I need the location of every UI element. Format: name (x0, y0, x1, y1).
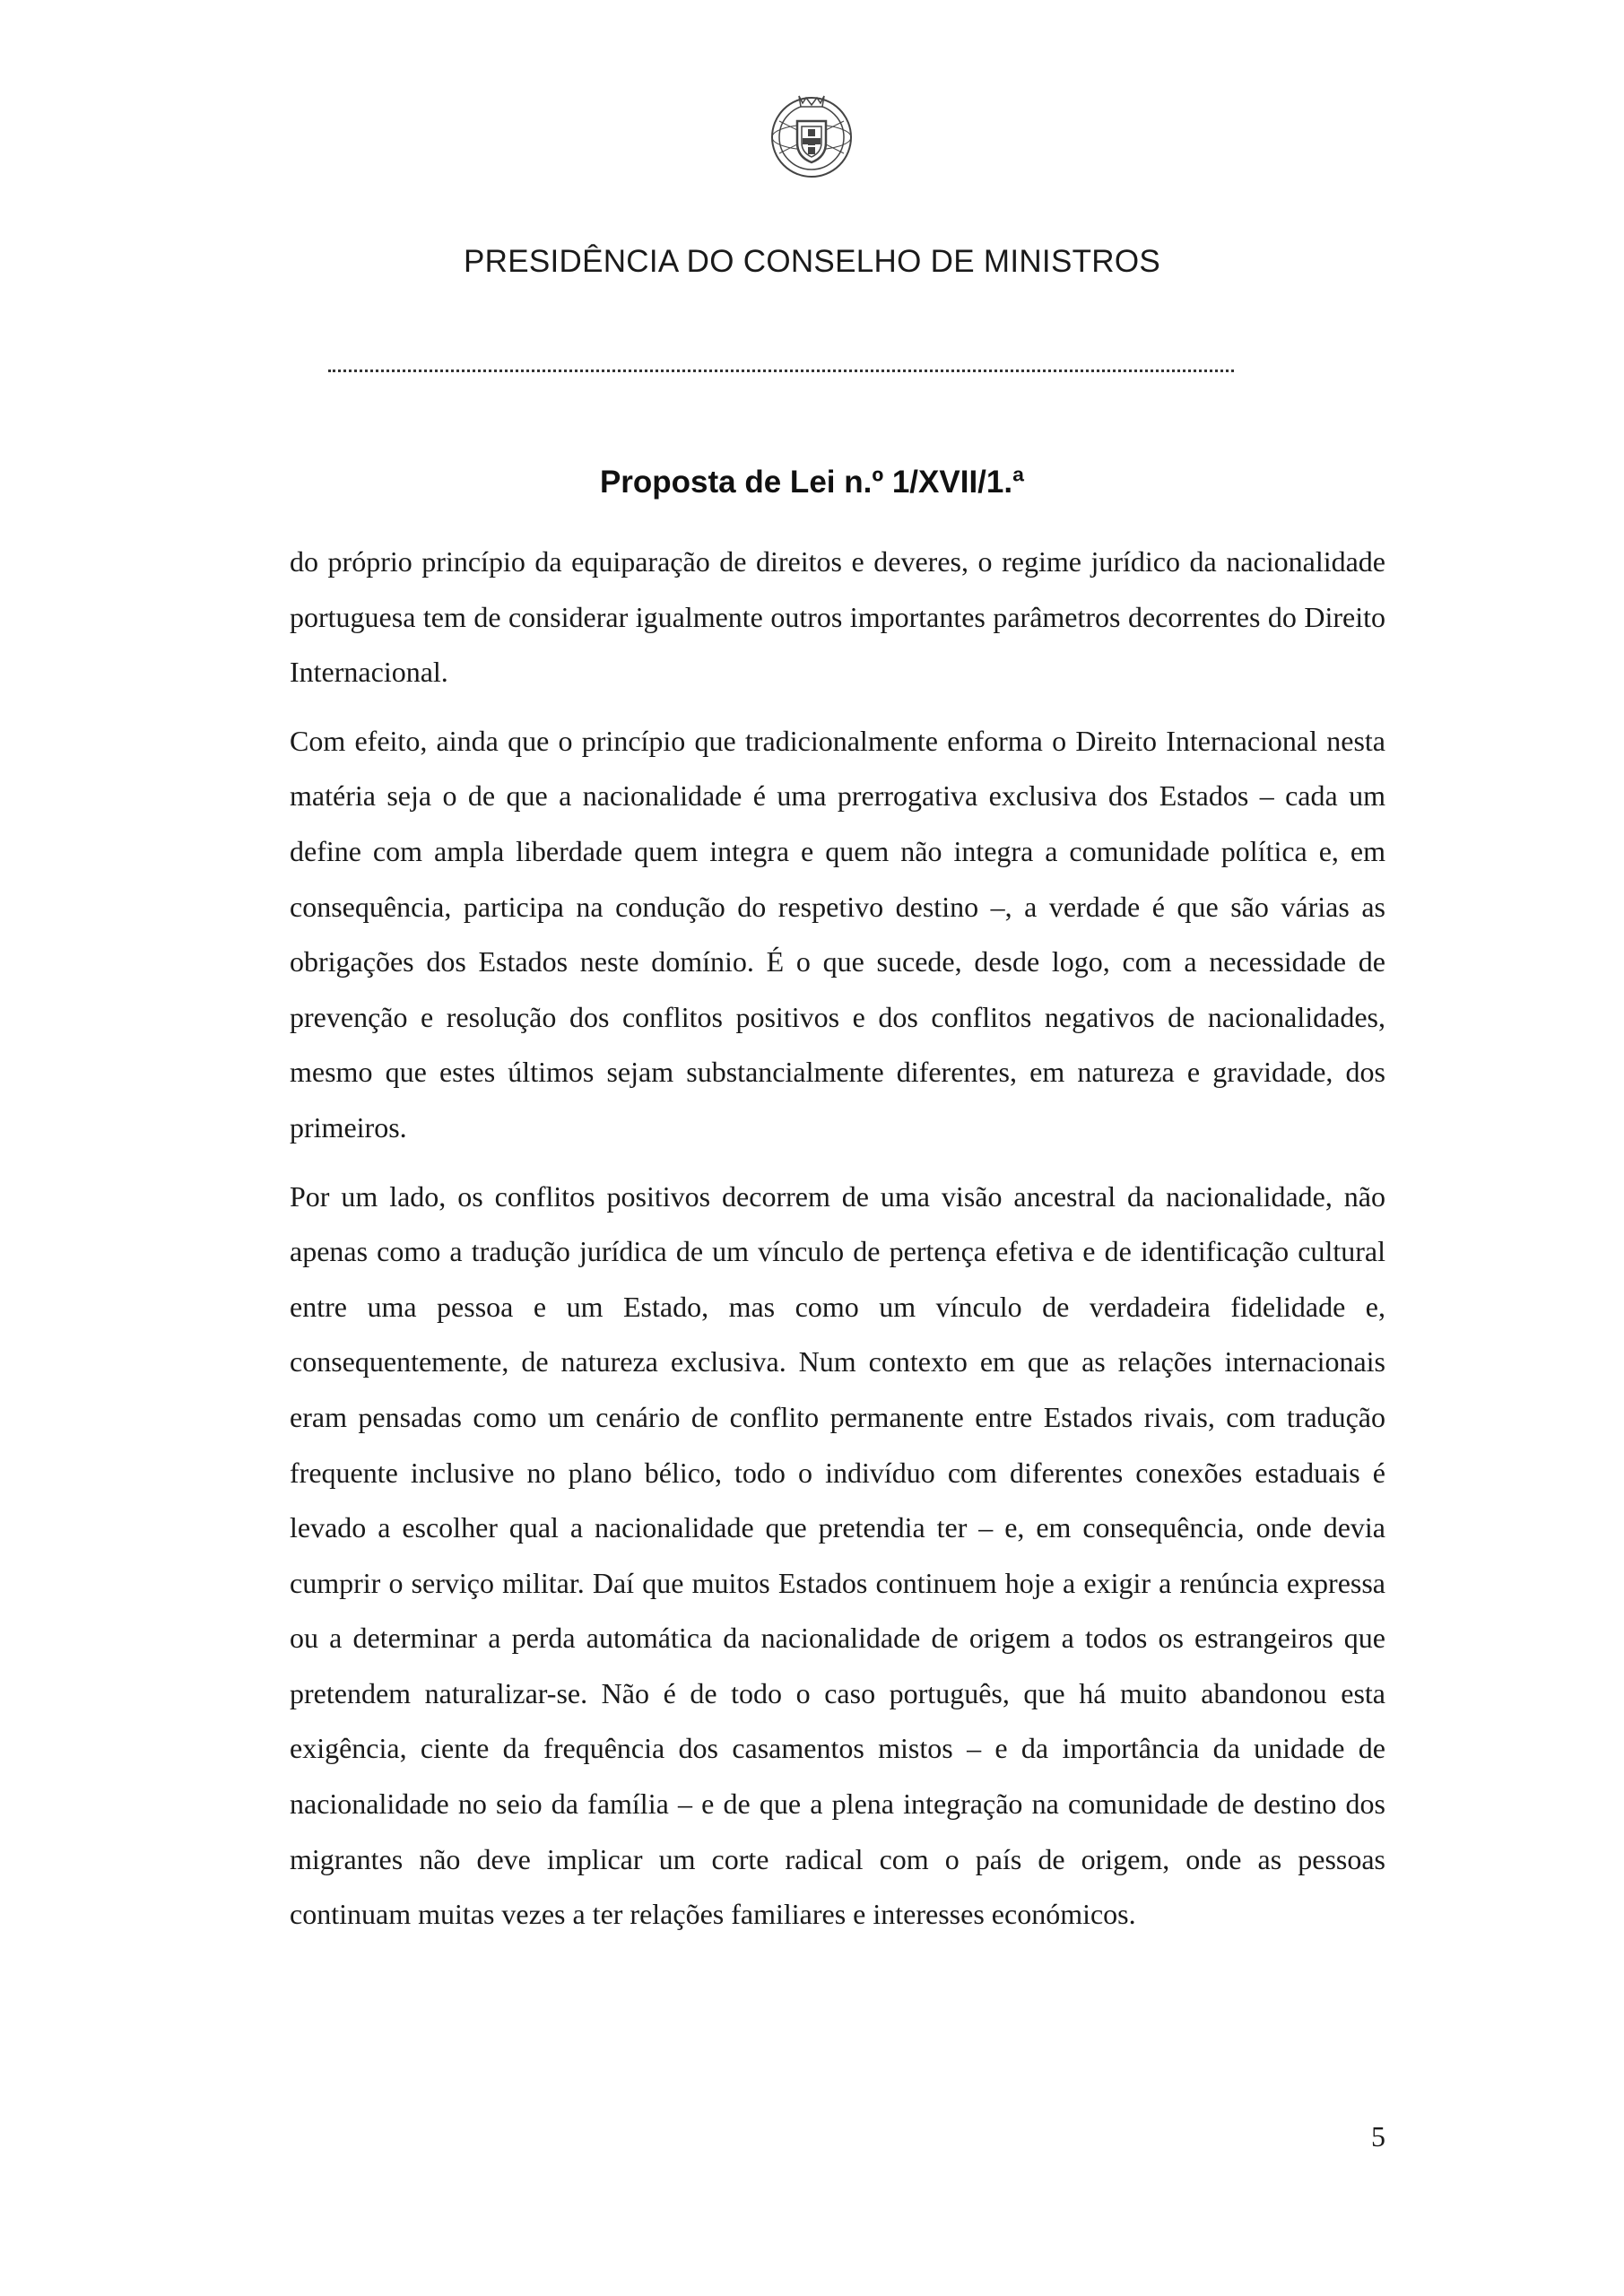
paragraph: do próprio princípio da equiparação de direitos e deveres, o regime jurídico da nacionalidade portuguesa tem de considerar igualmente outros importantes parâmetros decorrentes do Direito Internacional. (290, 545, 1385, 689)
document-reference: Proposta de Lei n.º 1/XVII/1.ª (599, 465, 1025, 500)
header-divider (328, 370, 1234, 372)
page-number: 5 (1371, 2120, 1385, 2152)
document-body (290, 535, 1385, 1956)
coat-of-arms-icon (761, 85, 862, 186)
paragraph: Com efeito, ainda que o princípio que tradicionalmente enforma o Direito Internacional nesta matéria seja o de que a nacionalidade é uma prerrogativa exclusiva dos Estados – cada um define com ampla liberdade quem integra e quem não integra a comunidade política e, em consequência, participa na condução do respetivo destino –, a verdade é que são várias as obrigações dos Estados neste domínio. É o que sucede, desde logo, com a necessidade de prevenção e resolução dos conflitos positivos e dos conflitos negativos de nacionalidades, mesmo que estes últimos sejam substancialmente diferentes, em natureza e gravidade, dos primeiros. (290, 724, 1385, 1144)
paragraph: Por um lado, os conflitos positivos decorrem de uma visão ancestral da nacionalidade, não apenas como a tradução jurídica de um vínculo de pertença efetiva e de identificação cultural entre uma pessoa e um Estado, mas como um vínculo de verdadeira fidelidade e, consequentemente, de natureza exclusiva. Num contexto em que as relações internacionais eram pensadas como um cenário de conflito permanente entre Estados rivais, com tradução frequente inclusive no plano bélico, todo o indivíduo com diferentes conexões estaduais é levado a escolher qual a nacionalidade que pretendia ter – e, em consequência, onde devia cumprir o serviço militar. Daí que muitos Estados continuem hoje a exigir a renúncia expressa ou a determinar a perda automática da nacionalidade de origem a todos os estrangeiros que pretendem naturalizar-se. Não é de todo o caso português, que há muito abandonou esta exigência, ciente da frequência dos casamentos mistos – e da importância da unidade de nacionalidade no seio da família – e de que a plena integração na comunidade de destino dos migrantes não deve implicar um corte radical com o país de origem, onde as pessoas continuam muitas vezes a ter relações familiares e interesses económicos. (290, 1179, 1385, 1931)
ministry-title: PRESIDÊNCIA DO CONSELHO DE MINISTROS (463, 244, 1161, 279)
